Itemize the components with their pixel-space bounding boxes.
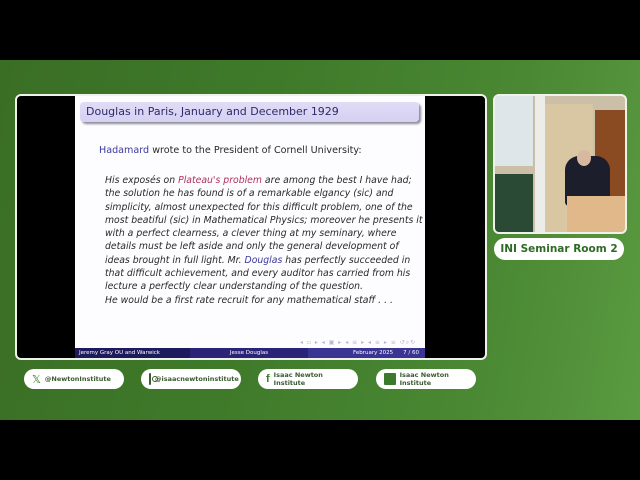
chalkboard: [495, 174, 533, 232]
beamer-nav-icons: ◂ ▫ ▸ ◂ ▣ ▸ ◂ ≡ ▸ ◂ ≡ ▸ ≡ ↺⌕↻: [300, 339, 417, 346]
speaker-camera: [493, 94, 627, 234]
room-label: INI Seminar Room 2: [494, 238, 624, 260]
quote-text: His exposés on: [105, 175, 179, 186]
lectern: [567, 196, 625, 232]
slide: [75, 96, 425, 358]
footer-date: February 2025: [353, 350, 394, 356]
slide-footer: [75, 348, 425, 358]
pillar: [535, 96, 545, 232]
social-facebook[interactable]: [258, 369, 358, 389]
footer-author: Jeremy Gray OU and Warwick: [75, 348, 190, 358]
social-label: Isaac Newton Institute: [273, 371, 323, 387]
social-label: @isaacnewtoninstitute: [155, 375, 239, 383]
linkedin-icon: in: [384, 372, 396, 385]
slide-intro: [99, 145, 362, 156]
quote-last-line: He would be a first rate recruit for any mathematical staff . . .: [105, 294, 393, 306]
quote-name: Douglas: [244, 254, 283, 266]
intro-text: wrote to the President of Cornell University:: [149, 145, 362, 156]
quote-text: has perfectly succeeded in that difficult achievement, and every auditor has carried from his lecture a perfectly clear understanding of the question.: [105, 254, 411, 293]
footer-date-page: [308, 348, 425, 358]
slide-panel: [15, 94, 487, 360]
quote-highlight: Plateau's problem: [178, 175, 262, 186]
x-icon: 𝕏: [32, 372, 41, 386]
social-instagram[interactable]: [141, 369, 241, 389]
social-label: Isaac Newton Institute: [399, 371, 449, 387]
projector-screen: [495, 96, 534, 166]
footer-topic: Jesse Douglas: [190, 348, 308, 358]
social-x[interactable]: [24, 369, 124, 389]
slide-title: Douglas in Paris, January and December 1929: [80, 102, 419, 122]
facebook-icon: f: [266, 373, 270, 385]
instagram-icon: [149, 373, 151, 385]
quote-block: [105, 174, 425, 307]
intro-name: Hadamard: [99, 145, 150, 156]
social-linkedin[interactable]: [376, 369, 476, 389]
footer-page: 7 / 60: [403, 350, 419, 356]
speaker-head: [577, 150, 591, 166]
letterbox-top: [0, 0, 640, 60]
quote-text: are among the best I have had; the solution he has found is of a remarkable elgancy (sic) and simplicity, almost unexpected for this difficult problem, one of the most beatiful (sic) in Mathematical Physics; moreover he presents it with a perfect clearness, a clever thing at my seminary, where details must be left aside and only the general development of ideas brought in full light. Mr.: [105, 175, 423, 266]
social-label: @NewtonInstitute: [44, 375, 111, 383]
letterbox-bottom: [0, 420, 640, 480]
